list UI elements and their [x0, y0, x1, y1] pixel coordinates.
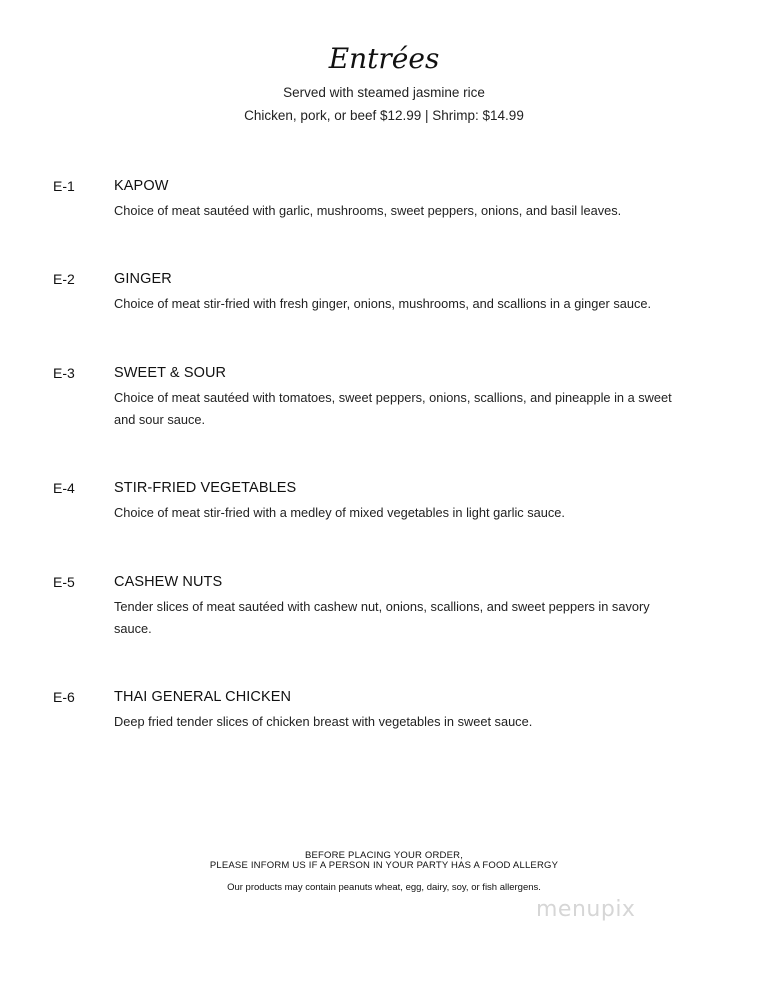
- item-name: STIR-FRIED VEGETABLES: [114, 480, 297, 496]
- item-description: Choice of meat stir-fried with fresh ginger, onions, mushrooms, and scallions in a ginger sauce.: [114, 296, 652, 311]
- item-description: Choice of meat stir-fried with a medley of mixed vegetables in light garlic sauce.: [114, 505, 565, 520]
- item-name: KAPOW: [114, 178, 169, 194]
- item-code: E-5: [53, 574, 75, 590]
- page-title: Entrées: [328, 42, 440, 75]
- item-name: CASHEW NUTS: [114, 574, 223, 590]
- item-code: E-6: [53, 689, 75, 705]
- allergy-notice-line2: PLEASE INFORM US IF A PERSON IN YOUR PARTY HAS A FOOD ALLERGY: [209, 860, 559, 871]
- item-code: E-3: [53, 365, 75, 381]
- allergy-notice-line1: BEFORE PLACING YOUR ORDER,: [304, 850, 464, 861]
- allergen-note: Our products may contain peanuts wheat, egg, dairy, soy, or fish allergens.: [227, 882, 541, 893]
- page-subtitle: Served with steamed jasmine rice: [283, 85, 485, 100]
- item-code: E-2: [53, 271, 75, 287]
- menupix-watermark: menupix: [536, 897, 636, 922]
- item-description: Deep fried tender slices of chicken breast with vegetables in sweet sauce.: [114, 714, 533, 729]
- item-code: E-1: [53, 178, 75, 194]
- item-name: THAI GENERAL CHICKEN: [114, 689, 292, 705]
- item-name: SWEET & SOUR: [114, 365, 227, 381]
- item-description: Choice of meat sautéed with garlic, mushrooms, sweet peppers, onions, and basil leaves.: [114, 203, 622, 218]
- pricing-line: Chicken, pork, or beef $12.99 | Shrimp: $14.99: [244, 108, 524, 123]
- item-description: Tender slices of meat sautéed with cashew nut, onions, scallions, and sweet peppers in savory sauce.: [114, 599, 650, 636]
- item-code: E-4: [53, 480, 75, 496]
- item-description: Choice of meat sautéed with tomatoes, sweet peppers, onions, scallions, and pineapple in a sweet and sour sauce.: [114, 390, 672, 427]
- item-name: GINGER: [114, 271, 172, 287]
